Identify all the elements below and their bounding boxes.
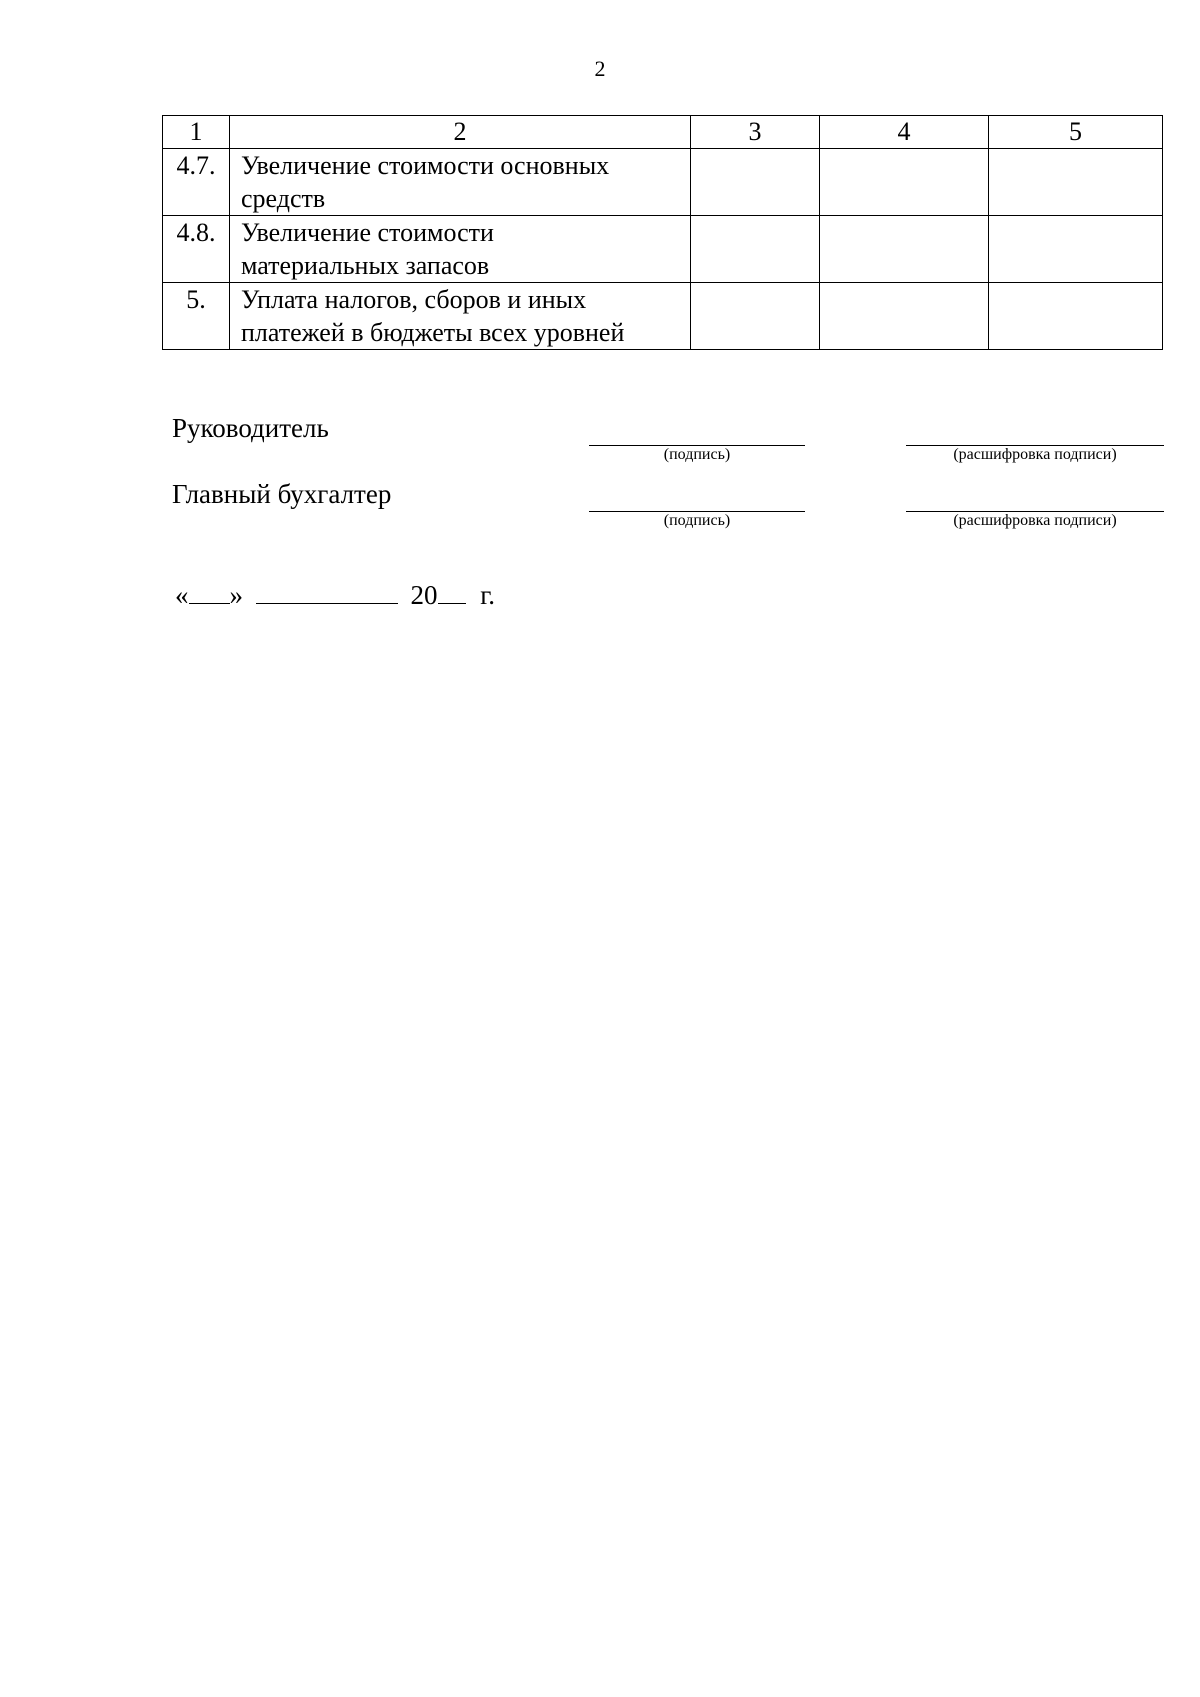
director-decode-caption: (расшифровка подписи) [953,446,1117,463]
date-line [175,579,495,611]
table-header-row [163,116,1163,149]
row-name-line: платежей в бюджеты всех уровней [241,318,625,347]
accountant-decode-caption: (расшифровка подписи) [953,512,1117,529]
report-table [162,115,1163,350]
value-cell-4[interactable] [820,283,989,350]
table-row [163,216,1163,283]
director-signature-caption: (подпись) [663,446,731,463]
date-day-blank[interactable] [189,579,230,604]
header-cell-3: 3 [691,116,820,149]
header-cell-4: 4 [820,116,989,149]
row-name-line: Увеличение стоимости основных [241,151,610,180]
date-year-prefix: 20 [410,580,438,610]
chief-accountant-label: Главный бухгалтер [172,479,392,509]
value-cell-3[interactable] [691,283,820,350]
header-cell-2: 2 [230,116,691,149]
header-cell-5: 5 [989,116,1163,149]
date-year-blank[interactable] [438,579,466,604]
header-cell-1: 1 [163,116,230,149]
value-cell-3[interactable] [691,149,820,216]
row-name-line: Увеличение стоимости [241,218,494,247]
row-name [230,149,691,216]
value-cell-4[interactable] [820,149,989,216]
value-cell-3[interactable] [691,216,820,283]
row-name [230,216,691,283]
value-cell-4[interactable] [820,216,989,283]
date-open-quote: « [175,580,189,610]
row-number: 4.8. [163,216,230,283]
accountant-signature-caption: (подпись) [663,512,731,529]
date-month-blank[interactable] [256,579,398,604]
value-cell-5[interactable] [989,283,1163,350]
value-cell-5[interactable] [989,216,1163,283]
row-number: 4.7. [163,149,230,216]
table-row [163,149,1163,216]
date-close-quote: » [229,580,243,610]
row-name-line: материальных запасов [241,251,490,280]
row-name-line: Уплата налогов, сборов и иных [241,285,587,314]
date-year-suffix: г. [480,580,496,610]
director-label: Руководитель [172,413,329,443]
page-number: 2 [594,56,606,81]
value-cell-5[interactable] [989,149,1163,216]
table-row [163,283,1163,350]
row-name-line: средств [241,184,326,213]
row-name [230,283,691,350]
row-number: 5. [163,283,230,350]
